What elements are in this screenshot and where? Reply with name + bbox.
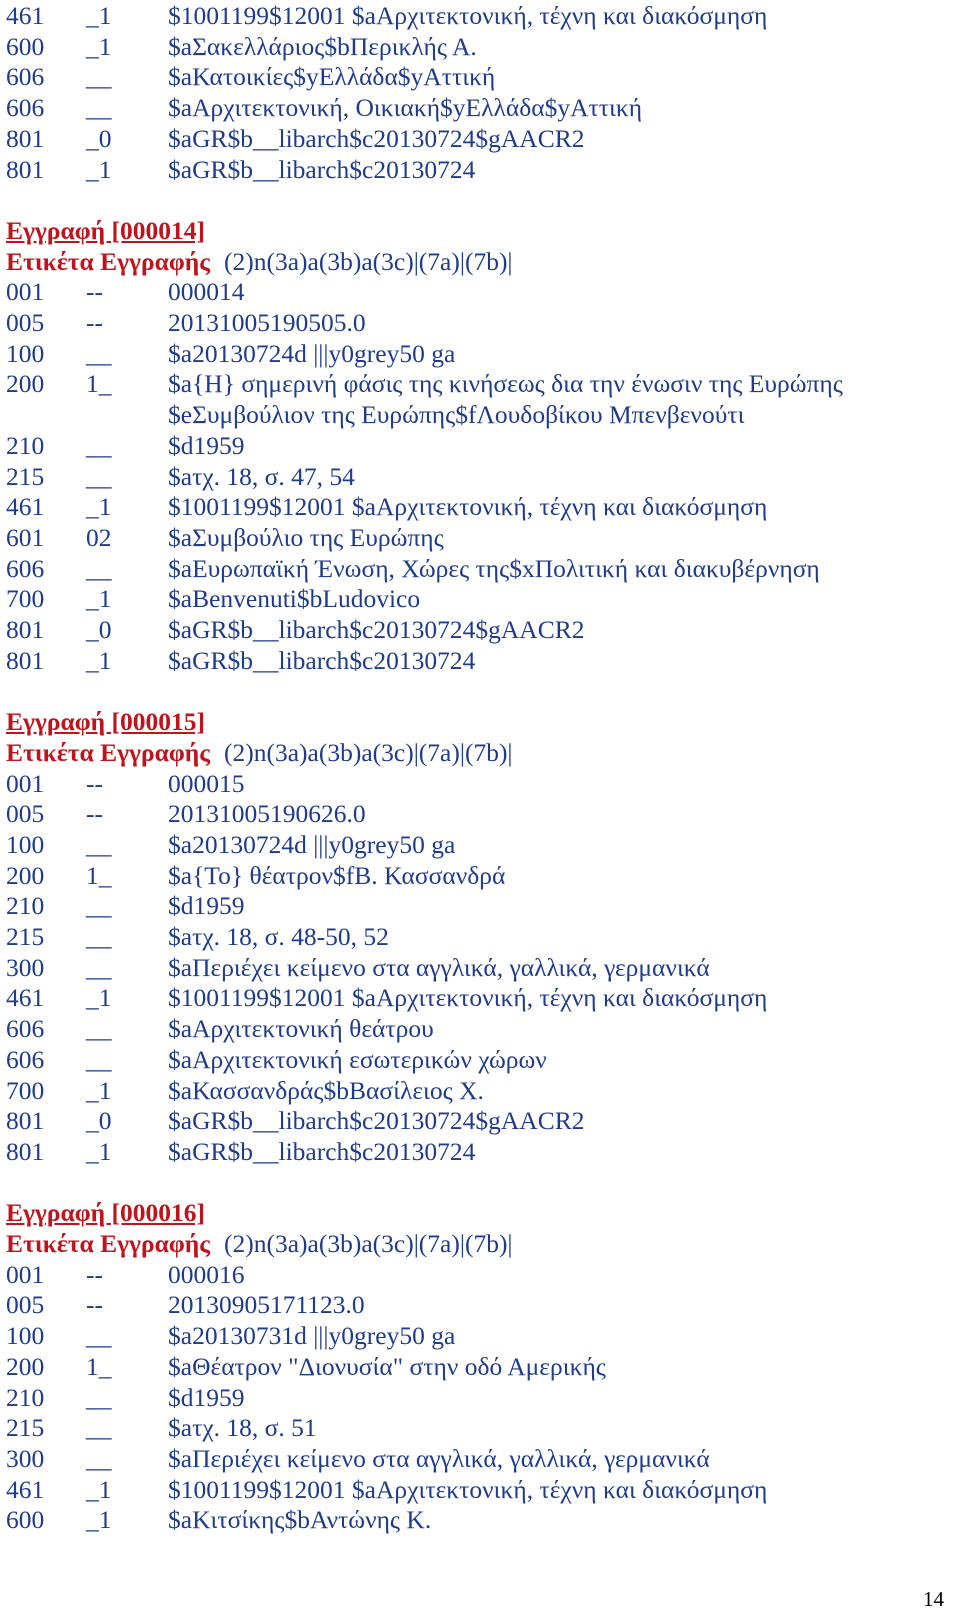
field-row [6, 399, 946, 430]
field-tag: 606 [6, 93, 45, 123]
field-row [6, 1351, 946, 1382]
field-value: $aGR$b__libarch$c20130724 [168, 154, 476, 184]
field-tag: 215 [6, 922, 45, 951]
field-value: $aτχ. 18, σ. 48-50, 52 [168, 922, 389, 951]
field-indicators: __ [86, 891, 112, 921]
field-value: $a{Η} σημερινή φάσις της κινήσεως δια την ένωσιν της Ευρώπης [168, 369, 843, 399]
field-indicators: __ [86, 338, 112, 368]
record-header: Εγγραφή [000016] [6, 1198, 205, 1228]
field-indicators: __ [86, 1413, 112, 1443]
record-label-key: Ετικέτα Εγγραφής [6, 246, 210, 276]
field-indicators: _0 [86, 123, 112, 153]
field-indicators: __ [86, 553, 112, 583]
field-indicators: __ [86, 829, 112, 859]
field-row [6, 1075, 946, 1106]
field-row [6, 368, 946, 399]
field-tag: 300 [6, 952, 45, 982]
field-value: $aBenvenuti$bLudovico [168, 584, 421, 614]
field-row [6, 860, 946, 891]
page-number: 14 [923, 1587, 944, 1611]
field-tag: 801 [6, 123, 45, 153]
field-tag: 606 [6, 1044, 45, 1074]
field-indicators: __ [86, 1044, 112, 1074]
field-row [6, 1320, 946, 1351]
field-value: $d1959 [168, 891, 245, 921]
field-indicators: _1 [86, 31, 112, 61]
field-indicators: __ [86, 430, 112, 460]
field-indicators: __ [86, 461, 112, 491]
field-indicators: _1 [86, 1505, 112, 1535]
field-value: $aΚιτσίκης$bΑντώνης Κ. [168, 1505, 432, 1535]
field-row [6, 1382, 946, 1413]
field-indicators: 1_ [86, 860, 112, 890]
field-row [6, 1289, 946, 1320]
field-row [6, 123, 946, 154]
field-indicators: -- [86, 1259, 103, 1289]
field-value: $aGR$b__libarch$c20130724$gAACR2 [168, 1106, 585, 1136]
field-tag: 001 [6, 1259, 45, 1289]
field-indicators: __ [86, 1014, 112, 1044]
field-row [6, 1474, 946, 1505]
field-value: 000016 [168, 1259, 245, 1289]
field-indicators: _1 [86, 584, 112, 614]
field-value: $aτχ. 18, σ. 47, 54 [168, 461, 355, 491]
field-row [6, 829, 946, 860]
field-row [6, 338, 946, 369]
field-indicators: _1 [86, 983, 112, 1013]
field-tag: 461 [6, 983, 45, 1013]
field-value: $aΑρχιτεκτονική θεάτρου [168, 1014, 434, 1044]
field-row [6, 491, 946, 522]
field-indicators: -- [86, 768, 103, 798]
field-tag: 200 [6, 369, 45, 399]
field-indicators: -- [86, 308, 103, 337]
field-indicators: 02 [86, 522, 112, 552]
field-row [6, 614, 946, 645]
field-tag: 461 [6, 1, 45, 30]
field-value: $d1959 [168, 1382, 245, 1412]
field-tag: 210 [6, 1382, 45, 1412]
field-row [6, 1013, 946, 1044]
record-label-key: Ετικέτα Εγγραφής [6, 1229, 210, 1258]
field-tag: 601 [6, 522, 45, 552]
field-indicators: _0 [86, 615, 112, 644]
field-value: $1001199$12001 $aΑρχιτεκτονική, τέχνη και διακόσμηση [168, 1, 768, 30]
field-row [6, 430, 946, 461]
field-value: $1001199$12001 $aΑρχιτεκτονική, τέχνη και διακόσμηση [168, 1474, 768, 1504]
field-tag: 461 [6, 1474, 45, 1504]
field-tag: 606 [6, 553, 45, 583]
field-indicators: _1 [86, 1136, 112, 1166]
field-value: $a20130724d |||y0grey50 ga [168, 338, 456, 368]
field-value: $aΚατοικίες$yΕλλάδα$yΑττική [168, 62, 496, 92]
field-value: 000014 [168, 277, 245, 307]
field-value: 20130905171123.0 [168, 1290, 365, 1320]
field-tag: 801 [6, 1106, 45, 1136]
field-row [6, 1044, 946, 1075]
field-value: $eΣυμβούλιον της Ευρώπης$fΛουδοβίκου Μπενβενούτι [168, 400, 745, 430]
field-indicators: _1 [86, 645, 112, 675]
field-row [6, 1443, 946, 1474]
field-indicators: _1 [86, 1075, 112, 1105]
field-indicators: __ [86, 952, 112, 982]
field-indicators: __ [86, 93, 112, 123]
field-row [6, 1259, 946, 1290]
field-value: $aΚασσανδράς$bΒασίλειος Χ. [168, 1075, 484, 1105]
field-row [6, 921, 946, 952]
field-row [6, 461, 946, 492]
field-tag: 200 [6, 860, 45, 890]
field-row [6, 768, 946, 799]
field-tag: 300 [6, 1443, 45, 1473]
field-row [6, 583, 946, 614]
field-indicators: _1 [86, 492, 112, 522]
field-tag: 005 [6, 308, 45, 337]
field-row [6, 798, 946, 829]
field-indicators: __ [86, 1321, 112, 1351]
field-value: 20131005190505.0 [168, 308, 366, 337]
field-indicators: _1 [86, 1474, 112, 1504]
field-row [6, 0, 946, 31]
field-indicators: __ [86, 1382, 112, 1412]
record-label-line [6, 246, 513, 277]
field-row [6, 553, 946, 584]
field-value: 20131005190626.0 [168, 799, 366, 829]
field-row [6, 1136, 946, 1167]
field-tag: 210 [6, 430, 45, 460]
field-value: $aτχ. 18, σ. 51 [168, 1413, 317, 1443]
field-value: $a20130731d |||y0grey50 ga [168, 1321, 456, 1351]
record-label-line [6, 1228, 513, 1259]
field-value: $aGR$b__libarch$c20130724 [168, 645, 476, 675]
field-tag: 005 [6, 799, 45, 829]
field-indicators: __ [86, 1443, 112, 1473]
field-indicators: -- [86, 277, 103, 307]
field-value: $aGR$b__libarch$c20130724$gAACR2 [168, 615, 585, 644]
field-indicators: __ [86, 62, 112, 92]
field-row [6, 154, 946, 185]
record-label-value: (2)n(3a)a(3b)a(3c)|(7a)|(7b)| [223, 737, 513, 767]
field-tag: 700 [6, 1075, 45, 1105]
field-tag: 801 [6, 645, 45, 675]
field-tag: 600 [6, 1505, 45, 1535]
field-tag: 100 [6, 829, 45, 859]
field-tag: 100 [6, 338, 45, 368]
field-indicators: _0 [86, 1106, 112, 1136]
field-tag: 005 [6, 1290, 45, 1320]
record-label-value: (2)n(3a)a(3b)a(3c)|(7a)|(7b)| [223, 1229, 513, 1258]
field-value: $aΣακελλάριος$bΠερικλής Α. [168, 31, 477, 61]
field-tag: 801 [6, 154, 45, 184]
field-tag: 001 [6, 277, 45, 307]
field-tag: 100 [6, 1321, 45, 1351]
record-header: Εγγραφή [000014] [6, 215, 205, 245]
field-tag: 700 [6, 584, 45, 614]
field-row [6, 61, 946, 92]
field-value: $d1959 [168, 430, 245, 460]
field-indicators: 1_ [86, 1351, 112, 1381]
field-tag: 215 [6, 1413, 45, 1443]
field-row [6, 1504, 946, 1535]
field-value: $aGR$b__libarch$c20130724$gAACR2 [168, 123, 585, 153]
field-value: $aΘέατρον "Διονυσία" στην οδό Αμερικής [168, 1351, 606, 1381]
field-tag: 801 [6, 1136, 45, 1166]
field-tag: 200 [6, 1351, 45, 1381]
field-row [6, 890, 946, 921]
field-indicators: 1_ [86, 369, 112, 399]
field-indicators: _1 [86, 1, 112, 30]
field-indicators: __ [86, 922, 112, 951]
field-row [6, 92, 946, 123]
field-row [6, 307, 946, 338]
field-tag: 215 [6, 461, 45, 491]
field-row [6, 31, 946, 62]
field-value: $a{Το} θέατρον$fΒ. Κασσανδρά [168, 860, 506, 890]
field-indicators: -- [86, 1290, 103, 1320]
field-value: $aΕυρωπαϊκή Ένωση, Χώρες της$xΠολιτική και διακυβέρνηση [168, 553, 820, 583]
field-tag: 801 [6, 615, 45, 644]
field-tag: 606 [6, 62, 45, 92]
field-row [6, 276, 946, 307]
field-value: $1001199$12001 $aΑρχιτεκτονική, τέχνη και διακόσμηση [168, 983, 768, 1013]
record-label-key: Ετικέτα Εγγραφής [6, 737, 210, 767]
record-label-line [6, 737, 513, 768]
field-tag: 461 [6, 492, 45, 522]
field-value: $aΠεριέχει κείμενο στα αγγλικά, γαλλικά, γερμανικά [168, 952, 710, 982]
field-row [6, 1412, 946, 1443]
field-tag: 001 [6, 768, 45, 798]
field-value: $aGR$b__libarch$c20130724 [168, 1136, 476, 1166]
field-value: $aΠεριέχει κείμενο στα αγγλικά, γαλλικά, γερμανικά [168, 1443, 710, 1473]
field-value: $aΑρχιτεκτονική, Οικιακή$yΕλλάδα$yΑττική [168, 93, 643, 123]
field-indicators: _1 [86, 154, 112, 184]
field-row [6, 952, 946, 983]
field-value: 000015 [168, 768, 245, 798]
field-row [6, 1105, 946, 1136]
field-value: $1001199$12001 $aΑρχιτεκτονική, τέχνη και διακόσμηση [168, 492, 768, 522]
field-tag: 606 [6, 1014, 45, 1044]
field-row [6, 982, 946, 1013]
record-header: Εγγραφή [000015] [6, 707, 205, 737]
field-tag: 210 [6, 891, 45, 921]
field-tag: 600 [6, 31, 45, 61]
field-row [6, 645, 946, 676]
record-label-value: (2)n(3a)a(3b)a(3c)|(7a)|(7b)| [223, 246, 513, 276]
field-value: $aΑρχιτεκτονική εσωτερικών χώρων [168, 1044, 547, 1074]
field-value: $a20130724d |||y0grey50 ga [168, 829, 456, 859]
field-indicators: -- [86, 799, 103, 829]
field-row [6, 522, 946, 553]
field-value: $aΣυμβούλιο της Ευρώπης [168, 522, 444, 552]
